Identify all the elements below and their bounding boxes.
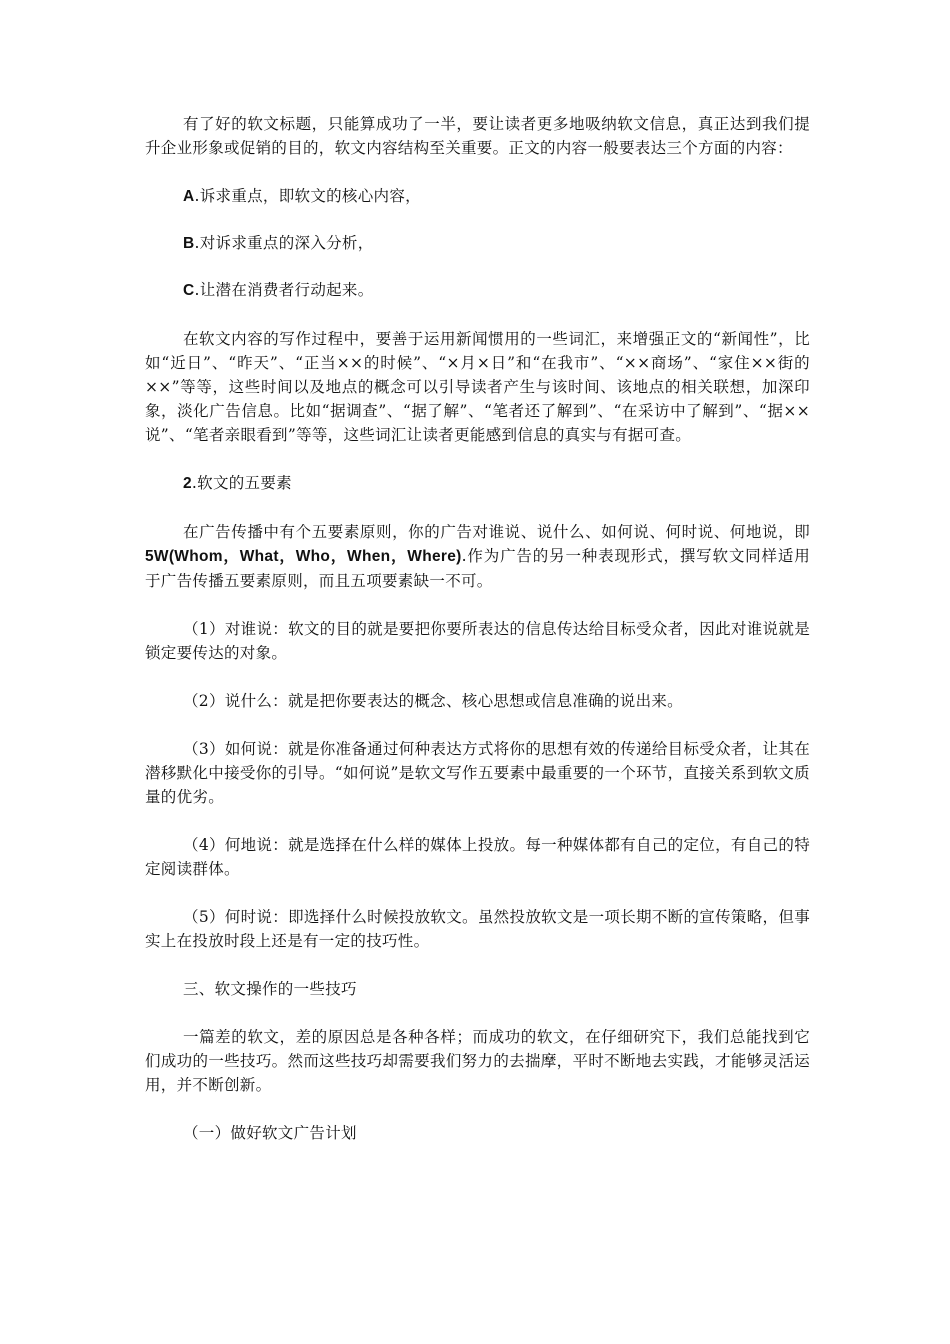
element-marker-3: （3） [183,740,225,758]
section-heading-techniques [145,977,810,1001]
section-heading-five-elements [145,471,810,496]
element-item-5 [145,905,810,953]
element-item-1 [145,617,810,665]
element-item-4 [145,833,810,881]
document-page [145,112,810,1169]
five-w-text-start: 在广告传播中有个五要素原则，你的广告对谁说、说什么、如何说、何时说、何地说，即 [183,523,810,541]
five-w-text-end: .作为广告的另一种表现形式，撰写软文同样适用于广告传播五要素原则，而且五项要素缺一不可。 [145,547,810,590]
list-text-c: .让潜在消费者行动起来。 [194,281,374,299]
techniques-title: 三、软文操作的一些技巧 [183,980,357,998]
element-text-1: 对谁说：软文的目的就是要把你要所表达的信息传达给目标受众者，因此对谁说就是锁定要传达的对象。 [145,620,810,662]
news-words-text: 在软文内容的写作过程中，要善于运用新闻惯用的一些词汇，来增强正文的“新闻性”，比如“近日”、“昨天”、“正当××的时候”、“×月×日”和“在我市”、“××商场”、“家住××街的××”等等，这些时间以及地点的概念可以引导读者产生与该时间、该地点的相关联想，加深印象，淡化广告信息。比如“据调查”、“据了解”、“笔者还了解到”、“在采访中了解到”、“据××说”、“笔者亲眼看到”等等，这些词汇让读者更能感到信息的真实与有据可查。 [145,330,810,444]
element-text-4: 何地说：就是选择在什么样的媒体上投放。每一种媒体都有自己的定位，有自己的特定阅读群体。 [145,836,810,878]
element-marker-4: （4） [183,836,225,854]
five-w-term: 5W(Whom，What，Who，When，Where) [145,548,462,565]
list-text-a: .诉求重点，即软文的核心内容， [194,187,421,205]
element-item-2 [145,689,810,713]
list-text-b: .对诉求重点的深入分析， [194,234,374,252]
five-w-paragraph [145,520,810,593]
news-words-paragraph [145,327,810,447]
element-marker-5: （5） [183,908,225,926]
element-text-3: 如何说：就是你准备通过何种表达方式将你的思想有效的传递给目标受众者，让其在潜移默化中接受你的引导。“如何说”是软文写作五要素中最重要的一个环节，直接关系到软文质量的优劣。 [145,740,810,806]
intro-text: 有了好的软文标题，只能算成功了一半，要让读者更多地吸纳软文信息，真正达到我们提升企业形象或促销的目的，软文内容结构至关重要。正文的内容一般要表达三个方面的内容： [145,115,810,157]
element-marker-2: （2） [183,692,225,710]
element-marker-1: （1） [183,620,225,638]
techniques-text: 一篇差的软文，差的原因总是各种各样；而成功的软文，在仔细研究下，我们总能找到它们成功的一些技巧。然而这些技巧却需要我们努力的去揣摩，平时不断地去实践，才能够灵活运用，并不断创新。 [145,1028,810,1094]
intro-paragraph [145,112,810,160]
element-text-5: 何时说：即选择什么时候投放软文。虽然投放软文是一项长期不断的宣传策略，但事实上在投放时段上还是有一定的技巧性。 [145,908,810,950]
list-item-a [145,184,810,209]
techniques-paragraph [145,1025,810,1097]
list-item-c [145,278,810,303]
element-item-3 [145,737,810,809]
subsection-heading-plan [145,1121,810,1145]
section-number: 2 [183,475,192,492]
plan-title: （一）做好软文广告计划 [183,1124,357,1142]
list-item-b [145,231,810,256]
element-text-2: 说什么：就是把你要表达的概念、核心思想或信息准确的说出来。 [224,692,683,710]
list-marker-b: B [183,235,195,252]
list-marker-c: C [183,282,195,299]
list-marker-a: A [183,188,195,205]
section-title: .软文的五要素 [191,474,292,492]
